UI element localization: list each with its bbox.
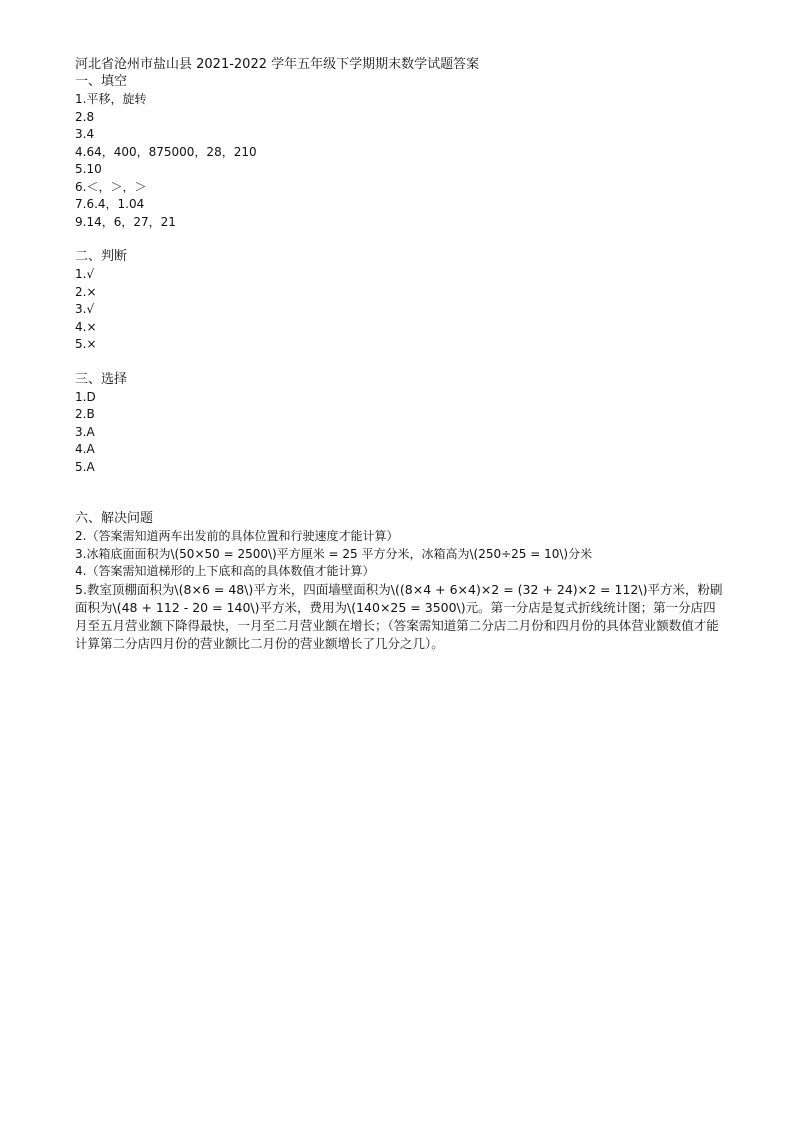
answer-item: 2.（答案需知道两车出发前的具体位置和行驶速度才能计算） xyxy=(75,529,399,543)
answer-item: 4.64，400，875000，28，210 xyxy=(75,144,257,159)
answer-item: 3.√ xyxy=(75,302,95,316)
answer-item: 2.8 xyxy=(75,109,95,124)
answer-item: 1.√ xyxy=(75,267,95,281)
spacer xyxy=(75,476,725,510)
answer-item: 4.A xyxy=(75,442,95,456)
answer-item: 6.＜，＞，＞ xyxy=(75,179,147,194)
answer-item: 5.× xyxy=(75,337,97,351)
answer-item: 3.4 xyxy=(75,127,95,141)
answer-document xyxy=(75,56,725,653)
answer-item: 4.（答案需知道梯形的上下底和高的具体数值才能计算） xyxy=(75,564,375,578)
answer-item: 5.A xyxy=(75,459,95,474)
answer-item: 3.冰箱底面面积为\(50×50 = 2500\)平方厘米 = 25 平方分米，冰箱高为\(250÷25 = 10\)分米 xyxy=(75,546,593,561)
answer-item: 1.平移，旋转 xyxy=(75,92,147,106)
section-heading-judge: 二、判断 xyxy=(75,249,128,264)
answer-item: 1.D xyxy=(75,389,96,404)
answer-item: 2.B xyxy=(75,407,95,421)
section-heading-solve: 六、解决问题 xyxy=(75,511,154,526)
section-heading-fill: 一、填空 xyxy=(75,74,128,89)
answer-item: 2.× xyxy=(75,284,97,299)
spacer xyxy=(75,231,725,248)
spacer xyxy=(75,354,725,371)
answer-item: 3.A xyxy=(75,424,95,439)
answer-item: 7.6.4，1.04 xyxy=(75,197,145,211)
answer-item: 9.14，6，27，21 xyxy=(75,214,176,229)
answer-item: 4.× xyxy=(75,319,97,334)
document-title: 河北省沧州市盐山县 2021-2022 学年五年级下学期期末数学试题答案 xyxy=(75,57,480,72)
section-heading-choice: 三、选择 xyxy=(75,371,128,387)
answer-paragraph: 5.教室顶棚面积为\(8×6 = 48\)平方米，四面墙壁面积为\((8×4 + 6×4)×2 = (32 + 24)×2 = 112\)平方米，粉刷面积为\(48 + 112 - 20 = 140\)平方米，费用为\(140×25 = 3500\)元。第一分店是复式折线统计图；第一分店四月至五月营业额下降得最快，一月至二月营业额在增长；（答案需知道第二分店二月份和四月份的具体营业额数值才能计算第二分店四月份的营业额比二月份的营业额增长了几分之几）。 xyxy=(75,581,723,651)
answer-item: 5.10 xyxy=(75,162,102,176)
